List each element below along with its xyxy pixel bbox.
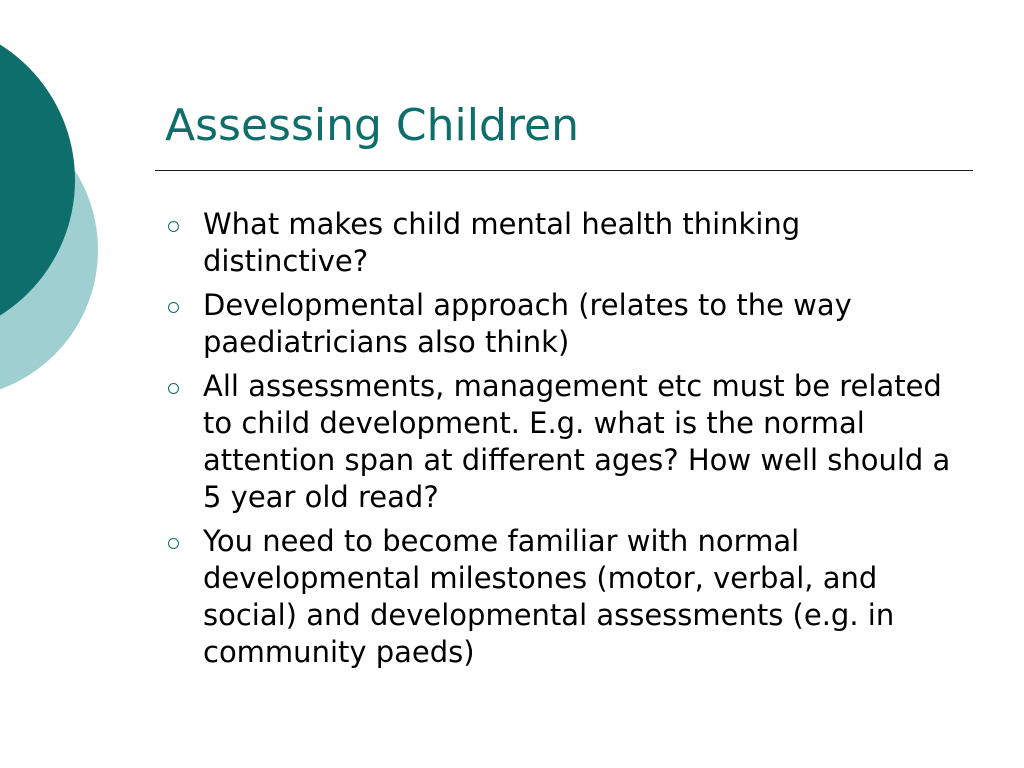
bullet-item xyxy=(160,287,970,361)
bullet-item xyxy=(160,523,970,671)
bullet-item xyxy=(160,368,970,516)
bullet-text: Developmental approach (relates to the way paediatricians also think) xyxy=(203,288,852,359)
bullet-item xyxy=(160,206,970,280)
decorative-circles xyxy=(0,0,140,420)
bullet-text: You need to become familiar with normal developmental milestones (motor, verbal, and social) and developmental assessments (e.g. in community paeds) xyxy=(203,524,895,669)
bullet-list xyxy=(160,206,970,678)
bullet-text: What makes child mental health thinking distinctive? xyxy=(203,207,801,278)
hollow-circle-bullet-icon xyxy=(168,302,179,313)
hollow-circle-bullet-icon xyxy=(168,538,179,549)
hollow-circle-bullet-icon xyxy=(168,383,179,394)
title-divider xyxy=(155,170,973,171)
bullet-text: All assessments, management etc must be related to child development. E.g. what is the normal attention span at different ages? How well should a 5 year old read? xyxy=(203,369,951,514)
slide-title: Assessing Children xyxy=(165,100,579,151)
hollow-circle-bullet-icon xyxy=(168,221,179,232)
